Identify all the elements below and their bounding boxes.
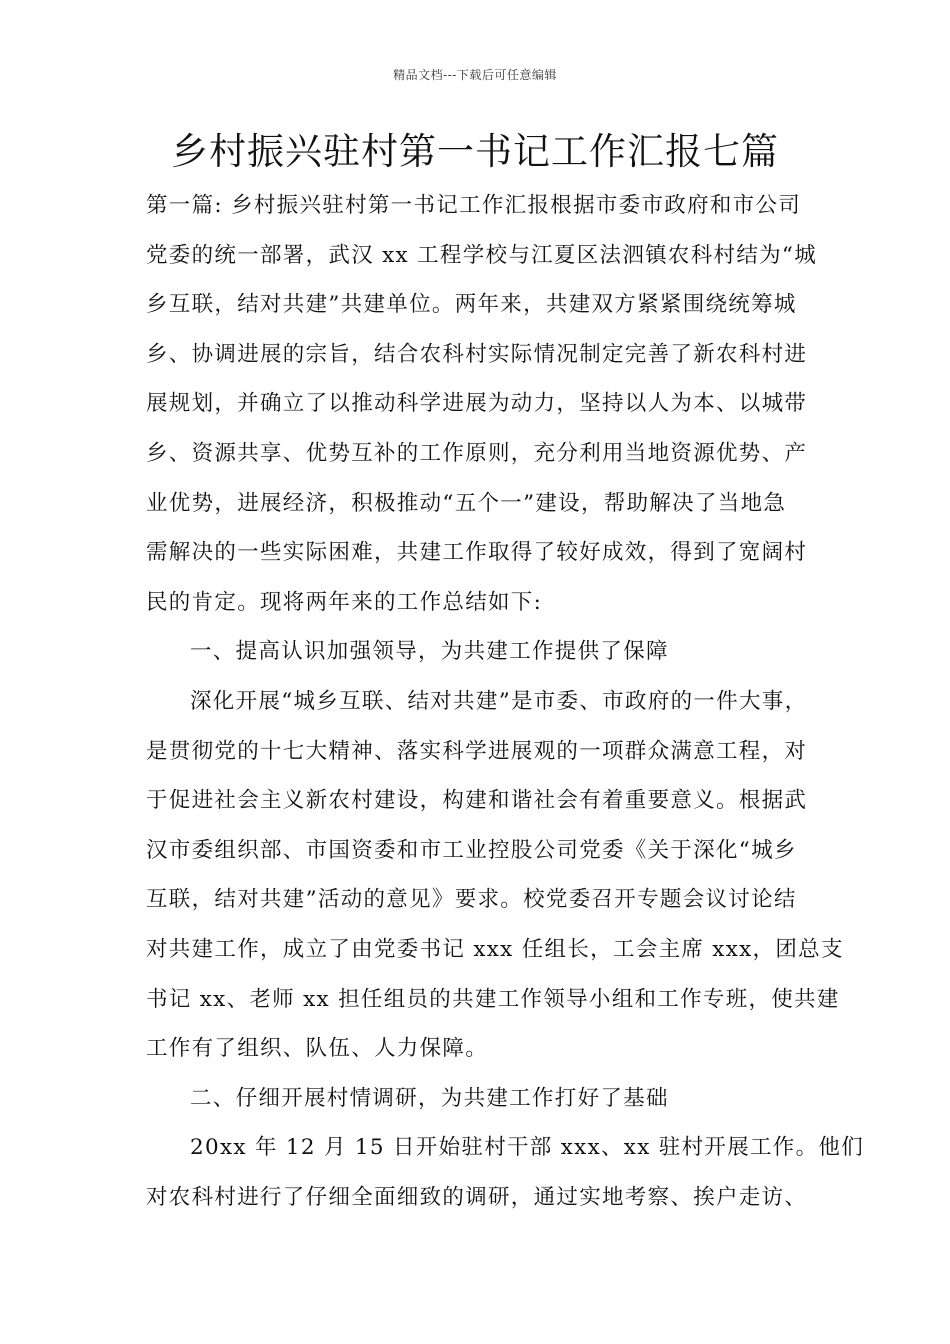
body-line: 展规划，并确立了以推动科学进展为动力，坚持以人为本、以城带 bbox=[146, 391, 808, 417]
body-line: 互联，结对共建”活动的意见》要求。校党委召开专题会议讨论结 bbox=[146, 887, 797, 913]
body-line: 对共建工作，成立了由党委书记 xxx 任组长，工会主席 xxx，团总支 bbox=[146, 936, 844, 962]
body-line: 需解决的一些实际困难，共建工作取得了较好成效，得到了宽阔村 bbox=[146, 540, 808, 566]
body-line: 深化开展“城乡互联、结对共建”是市委、市政府的一件大事， bbox=[190, 688, 808, 714]
header-note: 精品文档---下载后可任意编辑 bbox=[393, 68, 557, 82]
body-line: 是贯彻党的十七大精神、落实科学进展观的一项群众满意工程，对 bbox=[146, 738, 808, 764]
body-line: 乡互联，结对共建”共建单位。两年来，共建双方紧紧围绕统筹城 bbox=[146, 292, 797, 318]
body-line: 工作有了组织、队伍、人力保障。 bbox=[146, 1036, 489, 1062]
body-line: 对农科村进行了仔细全面细致的调研，通过实地考察、挨户走访、 bbox=[146, 1184, 808, 1210]
body-line: 民的肯定。现将两年来的工作总结如下: bbox=[146, 589, 543, 615]
section-heading: 二、仔细开展村情调研，为共建工作打好了基础 bbox=[190, 1085, 669, 1111]
document-body bbox=[146, 181, 864, 1222]
body-line: 书记 xx、老师 xx 担任组员的共建工作领导小组和工作专班，使共建 bbox=[146, 986, 840, 1012]
body-line: 乡、协调进展的宗旨，结合农科村实际情况制定完善了新农科村进 bbox=[146, 341, 808, 367]
section-heading: 一、提高认识加强领导，为共建工作提供了保障 bbox=[190, 639, 669, 665]
document-title: 乡村振兴驻村第一书记工作汇报七篇 bbox=[171, 130, 779, 173]
body-line: 党委的统一部署，武汉 xx 工程学校与江夏区法泗镇农科村结为“城 bbox=[146, 242, 818, 268]
body-line: 于促进社会主义新农村建设，构建和谐社会有着重要意义。根据武 bbox=[146, 788, 808, 814]
body-line: 乡、资源共享、优势互补的工作原则，充分利用当地资源优势、产 bbox=[146, 440, 808, 466]
body-line: 第一篇: 乡村振兴驻村第一书记工作汇报根据市委市政府和市公司 bbox=[146, 193, 802, 218]
body-line: 汉市委组织部、市国资委和市工业控股公司党委《关于深化“城乡 bbox=[146, 837, 797, 863]
body-line: 业优势，进展经济，积极推动“五个一”建设，帮助解决了当地急 bbox=[146, 490, 787, 516]
body-line: 20xx 年 12 月 15 日开始驻村干部 xxx、xx 驻村开展工作。他们 bbox=[190, 1135, 864, 1161]
